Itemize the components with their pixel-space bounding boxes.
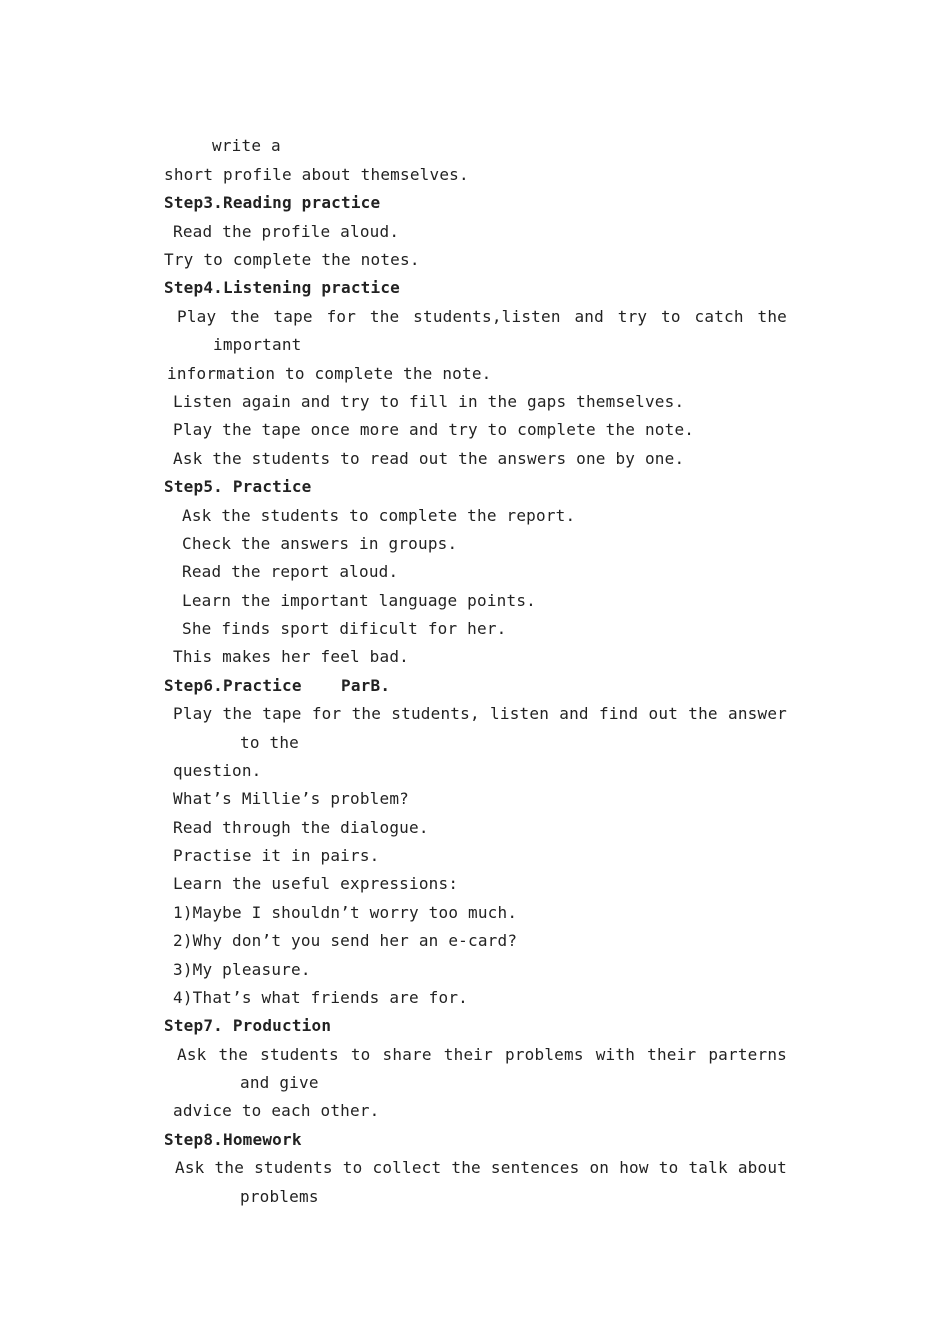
step-heading: Step3.Reading practice bbox=[164, 193, 381, 212]
text-line: Listen again and try to fill in the gaps themselves. bbox=[173, 392, 685, 411]
text-line: Play the tape for the students,listen and try to catch the bbox=[177, 307, 787, 326]
text-line: important bbox=[213, 335, 302, 354]
text-line: problems bbox=[240, 1187, 319, 1206]
text-line: to the bbox=[240, 733, 299, 752]
text-line: Read through the dialogue. bbox=[173, 818, 429, 837]
text-line: Try to complete the notes. bbox=[164, 250, 420, 269]
text-line: advice to each other. bbox=[173, 1101, 380, 1120]
step-heading: Step6.Practice ParB. bbox=[164, 676, 391, 695]
text-line: and give bbox=[240, 1073, 319, 1092]
text-line: Ask the students to share their problems with their parterns bbox=[177, 1045, 787, 1064]
text-line: short profile about themselves. bbox=[164, 165, 469, 184]
list-item: 4)That’s what friends are for. bbox=[173, 988, 468, 1007]
list-item: 2)Why don’t you send her an e-card? bbox=[173, 931, 518, 950]
text-line: write a bbox=[212, 136, 281, 155]
text-line: Learn the useful expressions: bbox=[173, 874, 459, 893]
text-line: Play the tape once more and try to complete the note. bbox=[173, 420, 695, 439]
text-line: Read the report aloud. bbox=[182, 562, 399, 581]
step-heading: Step8.Homework bbox=[164, 1130, 302, 1149]
list-item: 1)Maybe I shouldn’t worry too much. bbox=[173, 903, 518, 922]
text-line: information to complete the note. bbox=[167, 364, 492, 383]
text-line: Ask the students to read out the answers one by one. bbox=[173, 449, 685, 468]
step-heading: Step7. Production bbox=[164, 1016, 332, 1035]
text-line: Practise it in pairs. bbox=[173, 846, 380, 865]
step-heading: Step4.Listening practice bbox=[164, 278, 400, 297]
step-heading: Step5. Practice bbox=[164, 477, 312, 496]
text-line: Learn the important language points. bbox=[182, 591, 536, 610]
list-item: 3)My pleasure. bbox=[173, 960, 311, 979]
text-line: Ask the students to collect the sentences on how to talk about bbox=[175, 1158, 787, 1177]
text-line: What’s Millie’s problem? bbox=[173, 789, 409, 808]
text-line: Play the tape for the students, listen and find out the answer bbox=[173, 704, 787, 723]
text-line: Check the answers in groups. bbox=[182, 534, 458, 553]
text-line: Ask the students to complete the report. bbox=[182, 506, 576, 525]
text-line: question. bbox=[173, 761, 262, 780]
text-line: This makes her feel bad. bbox=[173, 647, 409, 666]
text-line: She finds sport dificult for her. bbox=[182, 619, 507, 638]
text-line: Read the profile aloud. bbox=[173, 222, 400, 241]
